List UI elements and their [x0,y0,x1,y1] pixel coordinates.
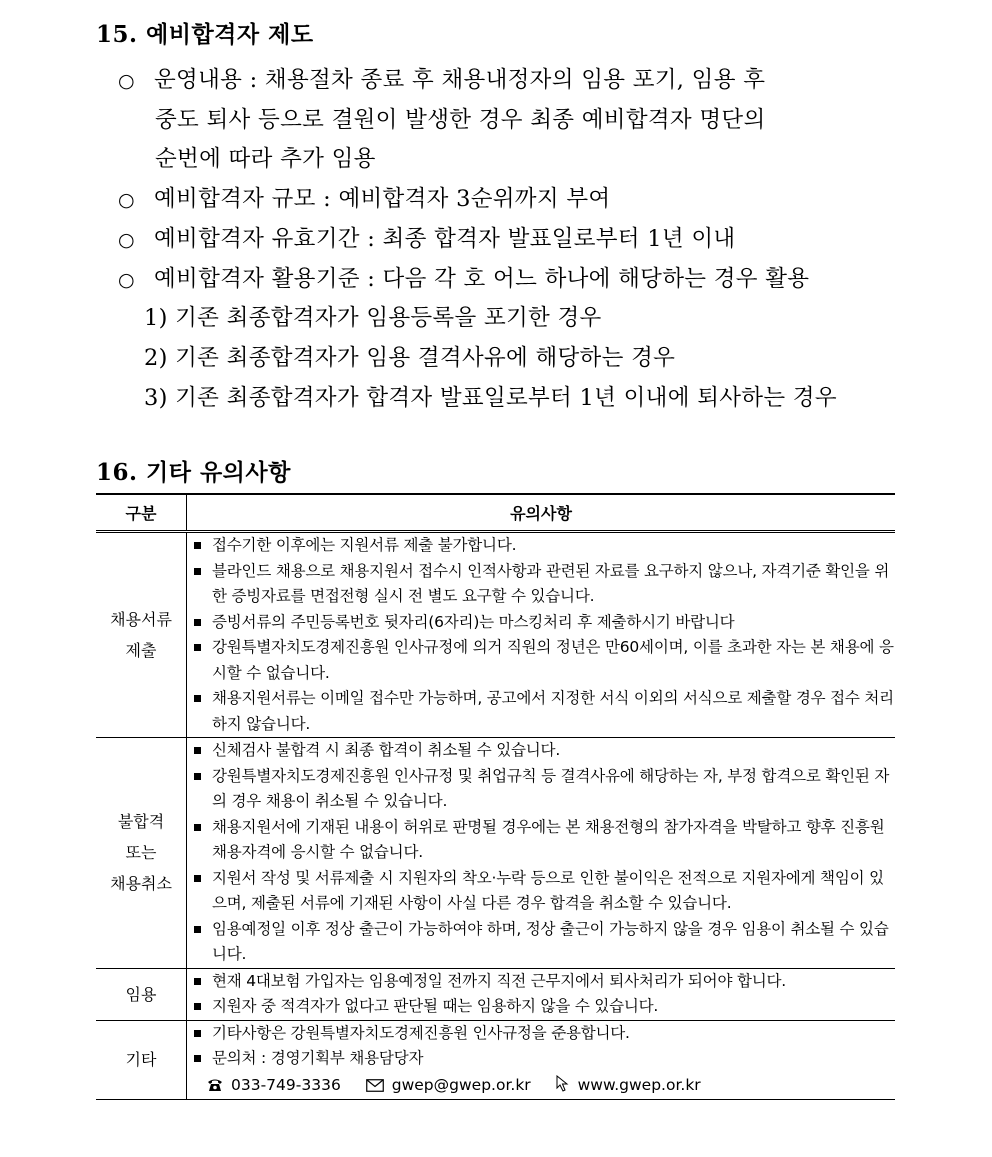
bullet-operation [118,62,765,94]
website-url[interactable]: www.gwep.or.kr [577,1075,701,1094]
square-bullet-icon [194,824,201,831]
list-item: 현재 4대보험 가입자는 임용예정일 전까지 직전 근무지에서 퇴사처리가 되어야 합니다. [187,969,895,995]
list-item: 접수기한 이후에는 지원서류 제출 불가합니다. [187,533,895,559]
table-row [96,1020,895,1099]
criteria-item-2: 2) 기존 최종합격자가 임용 결격사유에 해당하는 경우 [144,345,676,371]
row-items [187,738,896,969]
list-item: 채용지원서류는 이메일 접수만 가능하며, 공고에서 지정한 서식 이외의 서식으로 제출할 경우 접수 처리하지 않습니다. [187,686,895,737]
list-item: 증빙서류의 주민등록번호 뒷자리(6자리)는 마스킹처리 후 제출하시기 바랍니다 [187,610,895,636]
hollow-circle-icon: ○ [118,70,135,92]
square-bullet-icon [194,1030,201,1037]
telephone-icon [207,1078,223,1092]
bullet-text: 예비합격자 유효기간 : 최종 합격자 발표일로부터 1년 이내 [154,226,736,252]
bullet-validity [118,221,735,253]
row-category [96,968,187,1020]
square-bullet-icon [194,542,201,549]
square-bullet-icon [194,1055,201,1062]
square-bullet-icon [194,875,201,882]
square-bullet-icon [194,747,201,754]
bullet-text: 운영내용 : 채용절차 종료 후 채용내정자의 임용 포기, 임용 후 [154,67,766,93]
bullet-criteria [118,261,809,293]
hollow-circle-icon: ○ [118,269,135,291]
bullet-scale [118,181,610,213]
category-line: 임용 [125,984,157,1004]
envelope-icon [366,1079,384,1092]
category-line: 또는 [125,843,157,863]
list-item: 문의처 : 경영기획부 채용담당자 [187,1046,895,1072]
list-item: 기타사항은 강원특별자치도경제진흥원 인사규정을 준용합니다. [187,1021,895,1047]
category-line: 기타 [125,1050,157,1069]
table-row [96,738,895,969]
list-item: 임용예정일 이후 정상 출근이 가능하여야 하며, 정상 출근이 가능하지 않을 경우 임용이 취소될 수 있습니다. [187,917,895,968]
email-address[interactable]: gwep@gwep.or.kr [391,1075,531,1094]
list-item: 지원서 작성 및 서류제출 시 지원자의 착오·누락 등으로 인한 불이익은 전적으로 지원자에게 책임이 있으며, 제출된 서류에 기재된 사항이 사실 다른 경우 합격을 취소할 수 있습니다. [187,866,895,917]
criteria-item-1: 1) 기존 최종합격자가 임용등록을 포기한 경우 [144,305,602,331]
category-line: 제출 [125,641,157,660]
row-category [96,532,187,738]
list-item: 강원특별자치도경제진흥원 인사규정에 의거 직원의 정년은 만60세이며, 이를 초과한 자는 본 채용에 응시할 수 없습니다. [187,635,895,686]
category-line: 채용서류 [110,610,172,629]
hollow-circle-icon: ○ [118,229,135,251]
category-line: 채용취소 [110,874,172,894]
phone-number: 033-749-3336 [231,1075,341,1094]
header-notes: 유의사항 [187,494,896,532]
table-row [96,968,895,1020]
row-items [187,532,896,738]
square-bullet-icon [194,619,201,626]
square-bullet-icon [194,695,201,702]
square-bullet-icon [194,978,201,985]
row-items [187,968,896,1020]
contact-info [187,1072,895,1099]
bullet-text: 예비합격자 활용기준 : 다음 각 호 어느 하나에 해당하는 경우 활용 [154,266,810,292]
hollow-circle-icon: ○ [118,189,135,211]
square-bullet-icon [194,568,201,575]
criteria-item-3: 3) 기존 최종합격자가 합격자 발표일로부터 1년 이내에 퇴사하는 경우 [144,385,837,411]
list-item: 블라인드 채용으로 채용지원서 접수시 인적사항과 관련된 자료를 요구하지 않으나, 자격기준 확인을 위한 증빙자료를 면접전형 실시 전 별도 요구할 수 있습니다. [187,559,895,610]
bullet-text: 예비합격자 규모 : 예비합격자 3순위까지 부여 [154,186,611,212]
bullet-continuation: 순번에 따라 추가 임용 [155,146,376,172]
category-line: 불합격 [117,812,165,832]
contact-web[interactable] [556,1072,701,1099]
list-item: 신체검사 불합격 시 최종 합격이 취소될 수 있습니다. [187,738,895,764]
contact-email[interactable] [366,1072,531,1099]
list-item: 지원자 중 적격자가 없다고 판단될 때는 임용하지 않을 수 있습니다. [187,994,895,1020]
table-row [96,532,895,738]
square-bullet-icon [194,926,201,933]
contact-phone [207,1072,341,1099]
row-category [96,738,187,969]
bullet-continuation: 중도 퇴사 등으로 결원이 발생한 경우 최종 예비합격자 명단의 [155,107,766,133]
square-bullet-icon [194,1003,201,1010]
row-items [187,1020,896,1099]
section-15-title: 15. 예비합격자 제도 [96,21,314,48]
list-item: 채용지원서에 기재된 내용이 허위로 판명될 경우에는 본 채용전형의 참가자격을 박탈하고 향후 진흥원 채용자격에 응시할 수 없습니다. [187,815,895,866]
square-bullet-icon [194,773,201,780]
cursor-arrow-icon [556,1075,570,1092]
list-item: 강원특별자치도경제진흥원 인사규정 및 취업규칙 등 결격사유에 해당하는 자, 부정 합격으로 확인된 자의 경우 채용이 취소될 수 있습니다. [187,764,895,815]
row-category [96,1020,187,1099]
header-category: 구분 [96,494,187,532]
table-header-row [96,494,895,532]
section-16-title: 16. 기타 유의사항 [96,459,291,486]
notes-table [96,493,895,1100]
square-bullet-icon [194,644,201,651]
